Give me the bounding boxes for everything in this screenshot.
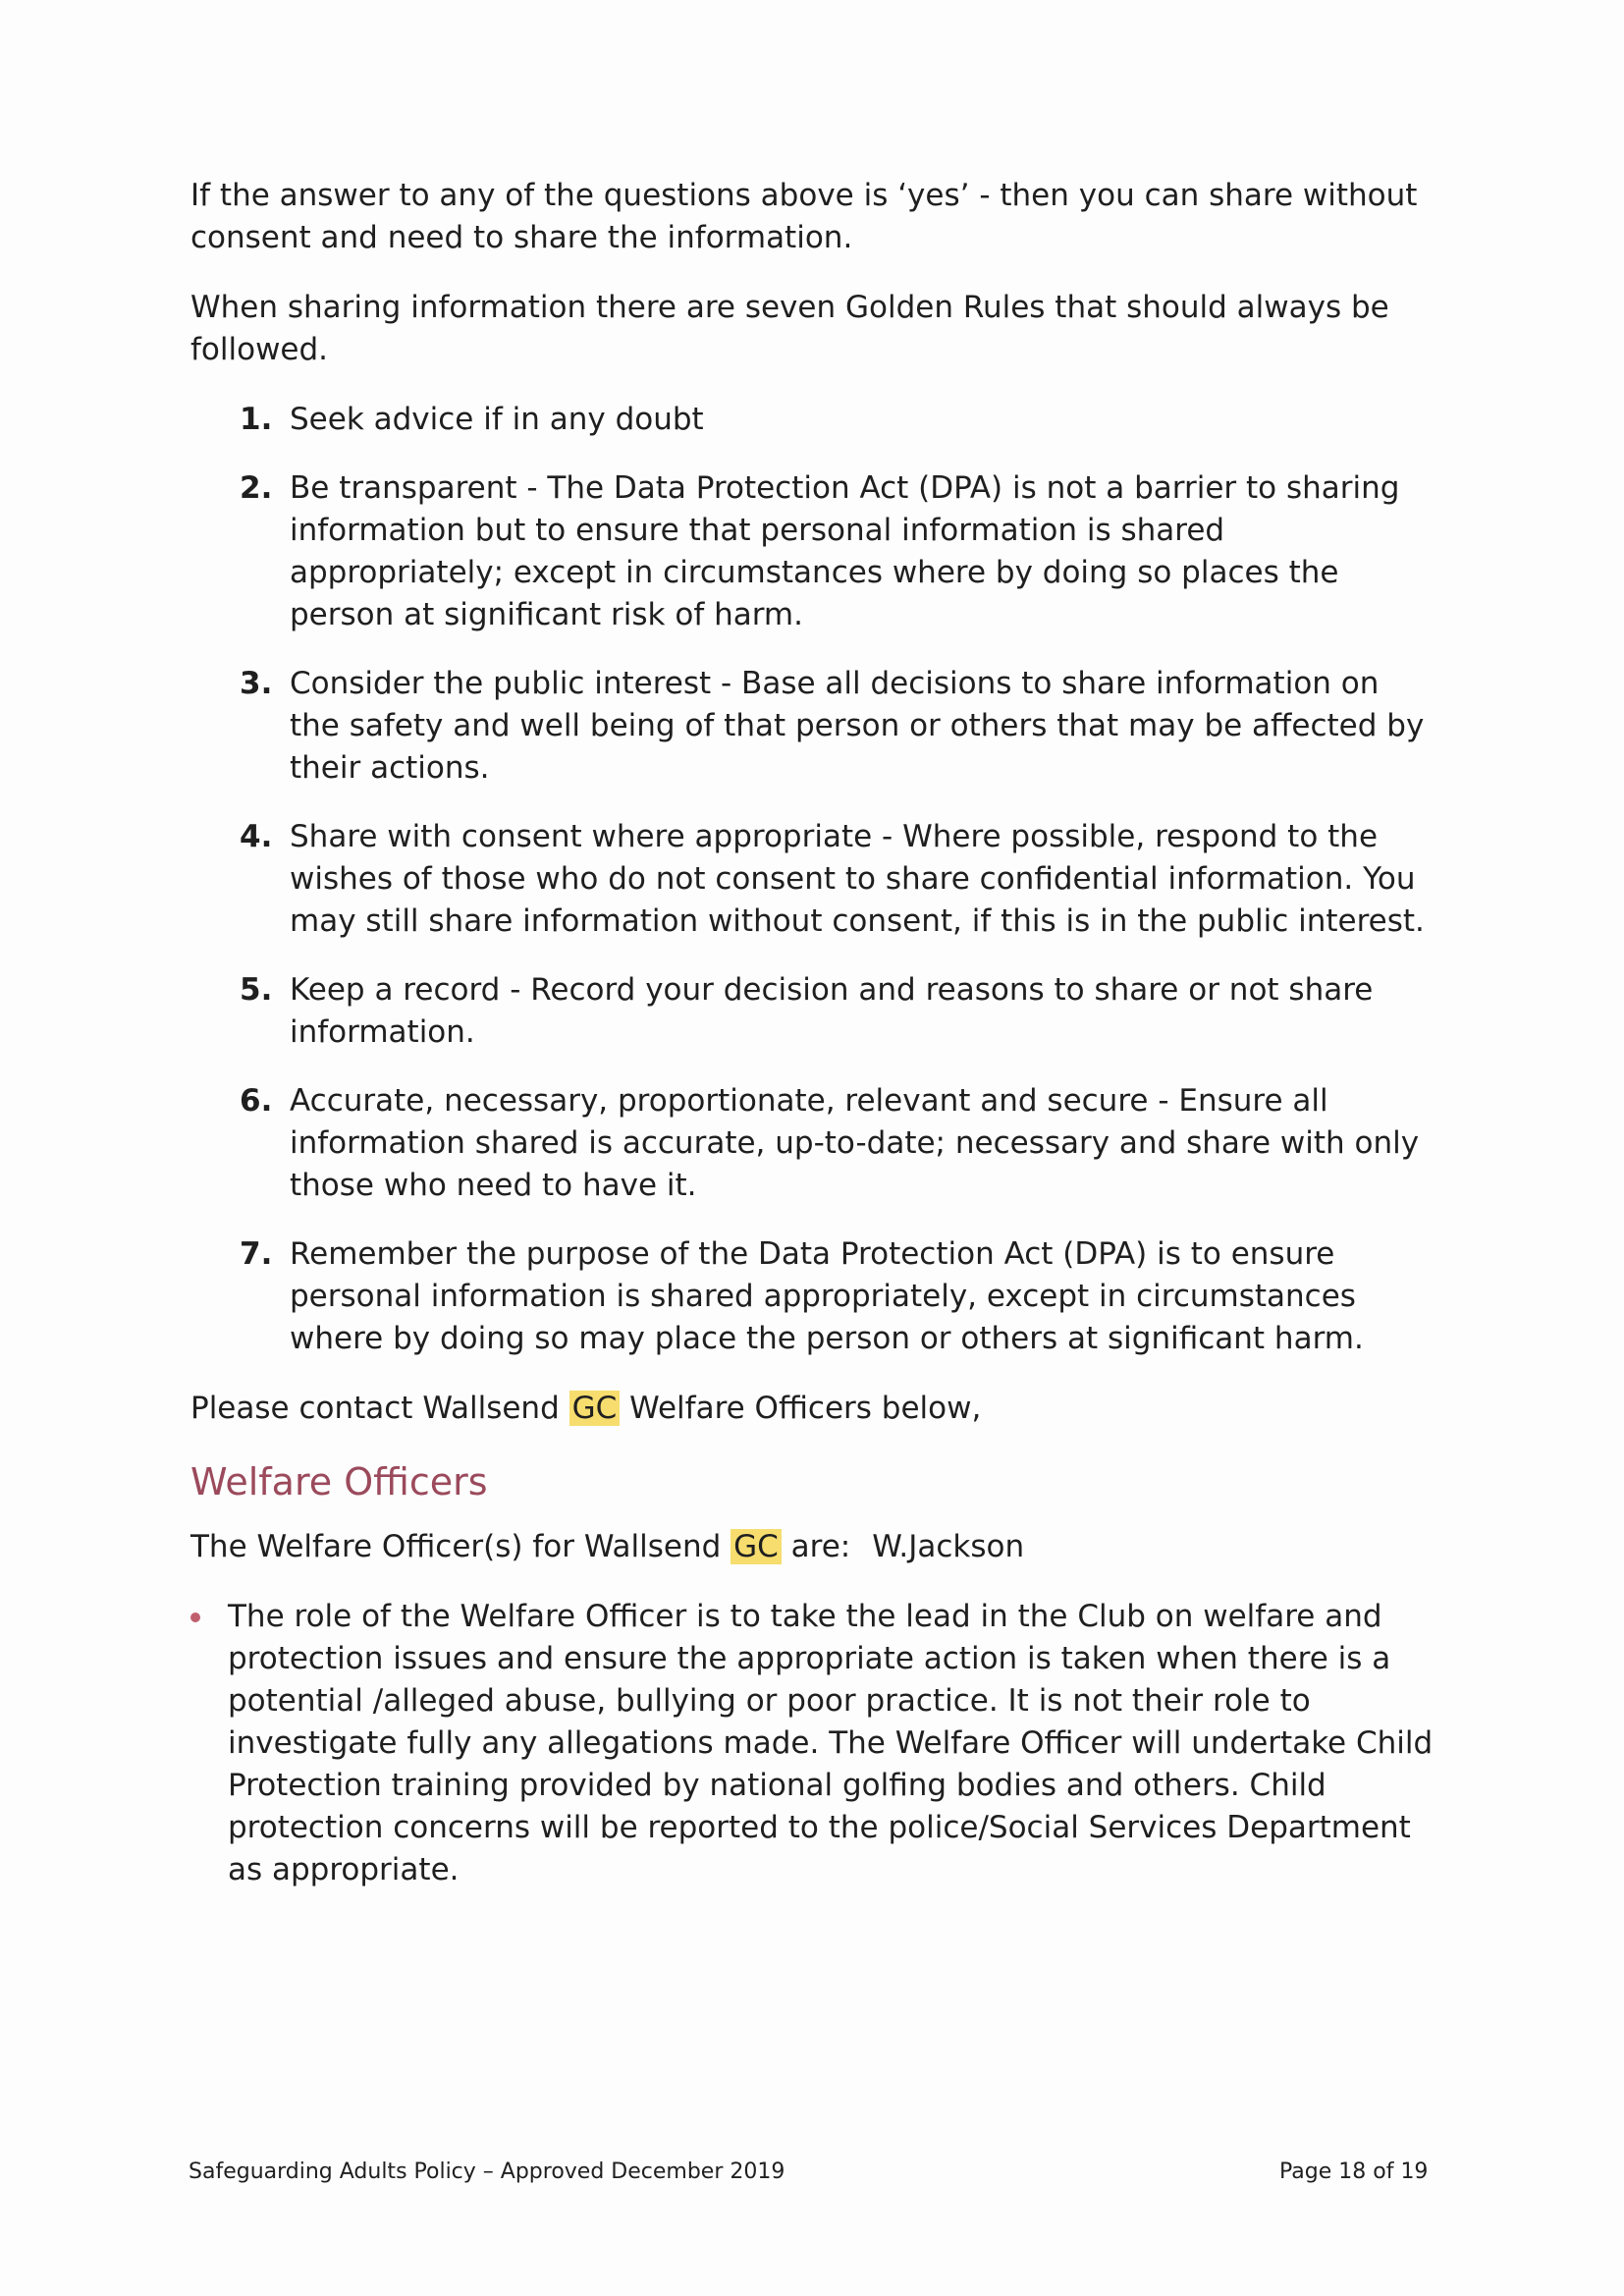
welfare-officers-heading: Welfare Officers — [190, 1460, 488, 1503]
highlighted-club-code: GC — [569, 1391, 621, 1426]
rule-text: Seek advice if in any doubt — [290, 402, 704, 437]
golden-rules-list — [190, 399, 1437, 1360]
rule-text: Consider the public interest - Base all decisions to share information on the safety and well being of that person or others that may be affected by their actions. — [290, 666, 1425, 786]
contact-text-before: Please contact Wallsend — [190, 1391, 569, 1426]
footer-page-number: Page 18 of 19 — [1279, 2159, 1429, 2184]
rule-number: 7. — [240, 1236, 273, 1272]
contact-text-after: Welfare Officers below, — [620, 1391, 982, 1426]
golden-rule-3 — [190, 663, 1437, 790]
welfare-role-text: The role of the Welfare Officer is to take the lead in the Club on welfare and protection issues and ensure the appropriate action is taken when there is a potential /alleged abuse, bullying or poor practice. It is not their role to investigate fully any allegations made. The Welfare Officer will undertake Child Protection training provided by national golfing bodies and others. Child protection concerns will be reported to the police/Social Services Department as appropriate. — [228, 1599, 1434, 1887]
rule-text: Share with consent where appropriate - Where possible, respond to the wishes of those who do not consent to share confidential information. You may still share information without consent, if this is in the public interest. — [290, 819, 1425, 939]
golden-rule-1 — [190, 399, 1437, 441]
rule-number: 3. — [240, 666, 273, 701]
rule-text: Accurate, necessary, proportionate, relevant and secure - Ensure all information shared is accurate, up-to-date; necessary and share with only those who need to have it. — [290, 1083, 1420, 1203]
officer-names: W.Jackson — [872, 1529, 1025, 1564]
rule-number: 2. — [240, 470, 273, 506]
golden-rules-intro: When sharing information there are seven Golden Rules that should always be followed. — [190, 290, 1389, 367]
officers-text-before: The Welfare Officer(s) for Wallsend — [190, 1529, 731, 1564]
golden-rule-5 — [190, 969, 1437, 1054]
highlighted-club-code: GC — [731, 1529, 782, 1564]
rule-number: 4. — [240, 819, 273, 854]
document-body — [190, 175, 1437, 1891]
rule-text: Keep a record - Record your decision and reasons to share or not share information. — [290, 972, 1374, 1050]
rule-text: Remember the purpose of the Data Protection Act (DPA) is to ensure personal information is shared appropriately, except in circumstances where by doing so may place the person or others at significant harm. — [290, 1236, 1364, 1356]
officers-text-after: are: — [781, 1529, 851, 1564]
rule-number: 1. — [240, 402, 273, 437]
golden-rule-6 — [190, 1080, 1437, 1207]
footer-document-title: Safeguarding Adults Policy – Approved December 2019 — [189, 2159, 785, 2184]
bullet-dot-icon — [190, 1613, 200, 1622]
rule-number: 6. — [240, 1083, 273, 1119]
golden-rule-2 — [190, 467, 1437, 636]
welfare-role-list — [190, 1596, 1437, 1891]
golden-rule-7 — [190, 1233, 1437, 1360]
welfare-officers-line — [190, 1526, 1437, 1568]
rule-text: Be transparent - The Data Protection Act (DPA) is not a barrier to sharing information but to ensure that personal information is shared appropriately; except in circumstances where by doing so places the person at significant risk of harm. — [290, 470, 1400, 632]
golden-rule-4 — [190, 816, 1437, 943]
rule-number: 5. — [240, 972, 273, 1008]
contact-line — [190, 1388, 1437, 1430]
welfare-role-bullet — [190, 1596, 1437, 1891]
consent-paragraph: If the answer to any of the questions above is ‘yes’ - then you can share without consent and need to share the information. — [190, 178, 1418, 255]
